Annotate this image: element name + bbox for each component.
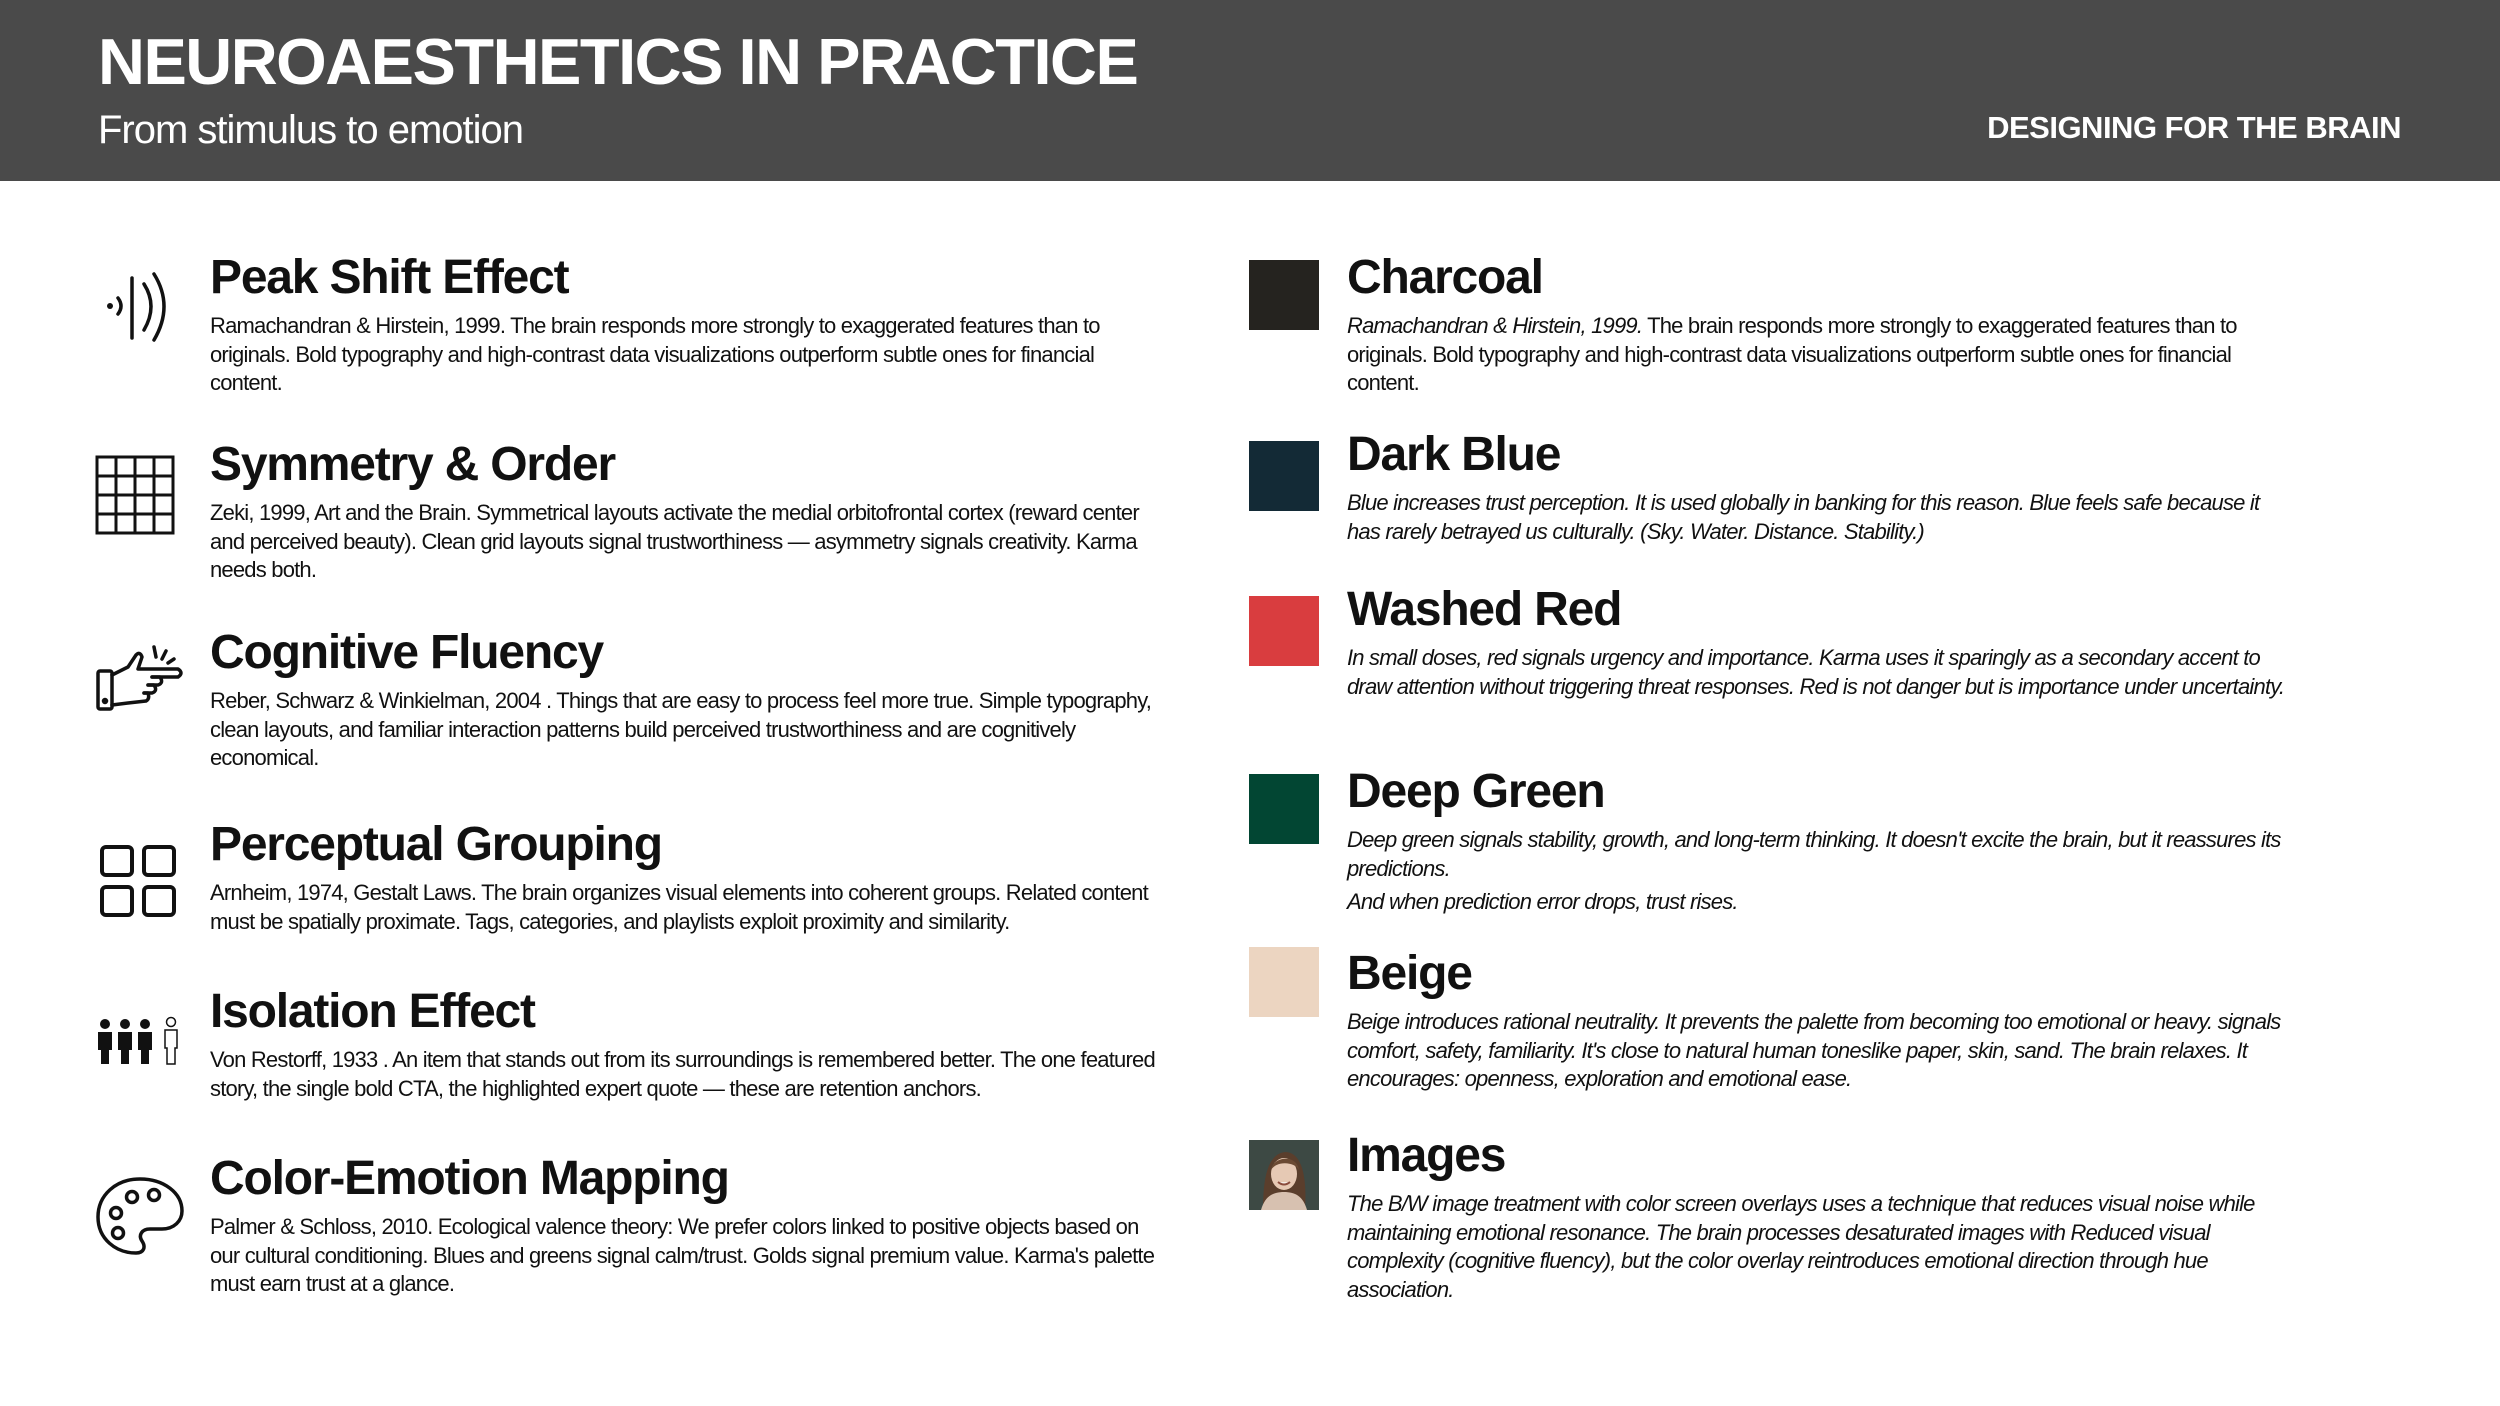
header-bar bbox=[0, 0, 2500, 181]
color-text: The B/W image treatment with color screen overlays uses a technique that reduces visual noise while maintaining emotional resonance. The brain processes desaturated images with Reduced visual complexity (cognitive fluency), but the color overlay reintroduces emotional direction through hue association. bbox=[1347, 1191, 2255, 1302]
page-subtitle: From stimulus to emotion bbox=[98, 108, 524, 152]
principle-title: Perceptual Grouping bbox=[210, 818, 662, 871]
principle-title: Symmetry & Order bbox=[210, 438, 615, 491]
beige-swatch bbox=[1249, 947, 1319, 1017]
header-tag: DESIGNING FOR THE BRAIN bbox=[1987, 110, 2401, 145]
principle-text: Palmer & Schloss, 2010. Ecological valence theory: We prefer colors linked to positive objects based on our cultural conditioning. Blues and greens signal calm/trust. Golds signal premium value. Karma's palette must earn trust at a glance. bbox=[210, 1214, 1155, 1296]
four-squares-icon bbox=[92, 829, 188, 925]
color-title: Charcoal bbox=[1347, 251, 1543, 304]
palette-icon bbox=[92, 1169, 188, 1265]
color-title: Dark Blue bbox=[1347, 428, 1561, 481]
portrait-photo bbox=[1249, 1140, 1319, 1210]
charcoal-swatch bbox=[1249, 260, 1319, 330]
color-text-secondary: And when prediction error drops, trust rises. bbox=[1347, 889, 1738, 914]
principle-title: Isolation Effect bbox=[210, 985, 535, 1038]
grid-icon bbox=[92, 447, 188, 543]
page-title: NEUROAESTHETICS IN PRACTICE bbox=[98, 25, 1138, 98]
color-text: In small doses, red signals urgency and importance. Karma uses it sparingly as a secondary accent to draw attention without triggering threat responses. Red is not danger but is importance under uncertainty. bbox=[1347, 645, 2285, 699]
hand-pointer-icon bbox=[92, 633, 188, 729]
principle-text: Reber, Schwarz & Winkielman, 2004 . Things that are easy to process feel more true. Simple typography, clean layouts, and familiar interaction patterns build perceived trustworthiness and are cognitively economical. bbox=[210, 688, 1152, 770]
color-text: Beige introduces rational neutrality. It prevents the palette from becoming too emotional or heavy. signals comfort, safety, familiarity. It's close to natural human toneslike paper, skin, sand. The brain relaxes. It encourages: openness, exploration and emotional ease. bbox=[1347, 1009, 2281, 1091]
deep-green-swatch bbox=[1249, 774, 1319, 844]
color-text: Ramachandran & Hirstein, 1999. The brain responds more strongly to exaggerated features than to originals. Bold typography and high-contrast data visualizations outperform subtle ones for financial content. bbox=[1347, 313, 2237, 395]
color-title: Beige bbox=[1347, 947, 1472, 1000]
principle-text: Zeki, 1999, Art and the Brain. Symmetrical layouts activate the medial orbitofrontal cortex (reward center and perceived beauty). Clean grid layouts signal trustworthiness — asymmetry signals creativity. Karma needs both. bbox=[210, 500, 1139, 582]
color-text: Deep green signals stability, growth, and long-term thinking. It doesn't excite the brain, but it reassures its predictions. bbox=[1347, 827, 2281, 881]
color-text: Blue increases trust perception. It is used globally in banking for this reason. Blue feels safe because it has rarely betrayed us culturally. (Sky. Water. Distance. Stability.) bbox=[1347, 490, 2260, 544]
principle-text: Von Restorff, 1933 . An item that stands out from its surroundings is remembered better. The one featured story, the single bold CTA, the highlighted expert quote — these are retention anchors. bbox=[210, 1047, 1155, 1101]
washed-red-swatch bbox=[1249, 596, 1319, 666]
principle-text: Ramachandran & Hirstein, 1999. The brain responds more strongly to exaggerated features than to originals. Bold typography and high-contrast data visualizations outperform subtle ones for financial content. bbox=[210, 313, 1100, 395]
color-title: Washed Red bbox=[1347, 583, 1622, 636]
principle-title: Color-Emotion Mapping bbox=[210, 1152, 729, 1205]
principle-title: Cognitive Fluency bbox=[210, 626, 603, 679]
sound-waves-icon bbox=[92, 262, 188, 358]
principle-title: Peak Shift Effect bbox=[210, 251, 569, 304]
color-title: Images bbox=[1347, 1129, 1506, 1182]
people-group-icon bbox=[92, 992, 188, 1088]
color-title: Deep Green bbox=[1347, 765, 1605, 818]
principle-text: Arnheim, 1974, Gestalt Laws. The brain organizes visual elements into coherent groups. Related content must be spatially proximate. Tags, categories, and playlists exploit proximity and similarity. bbox=[210, 880, 1148, 934]
dark-blue-swatch bbox=[1249, 441, 1319, 511]
